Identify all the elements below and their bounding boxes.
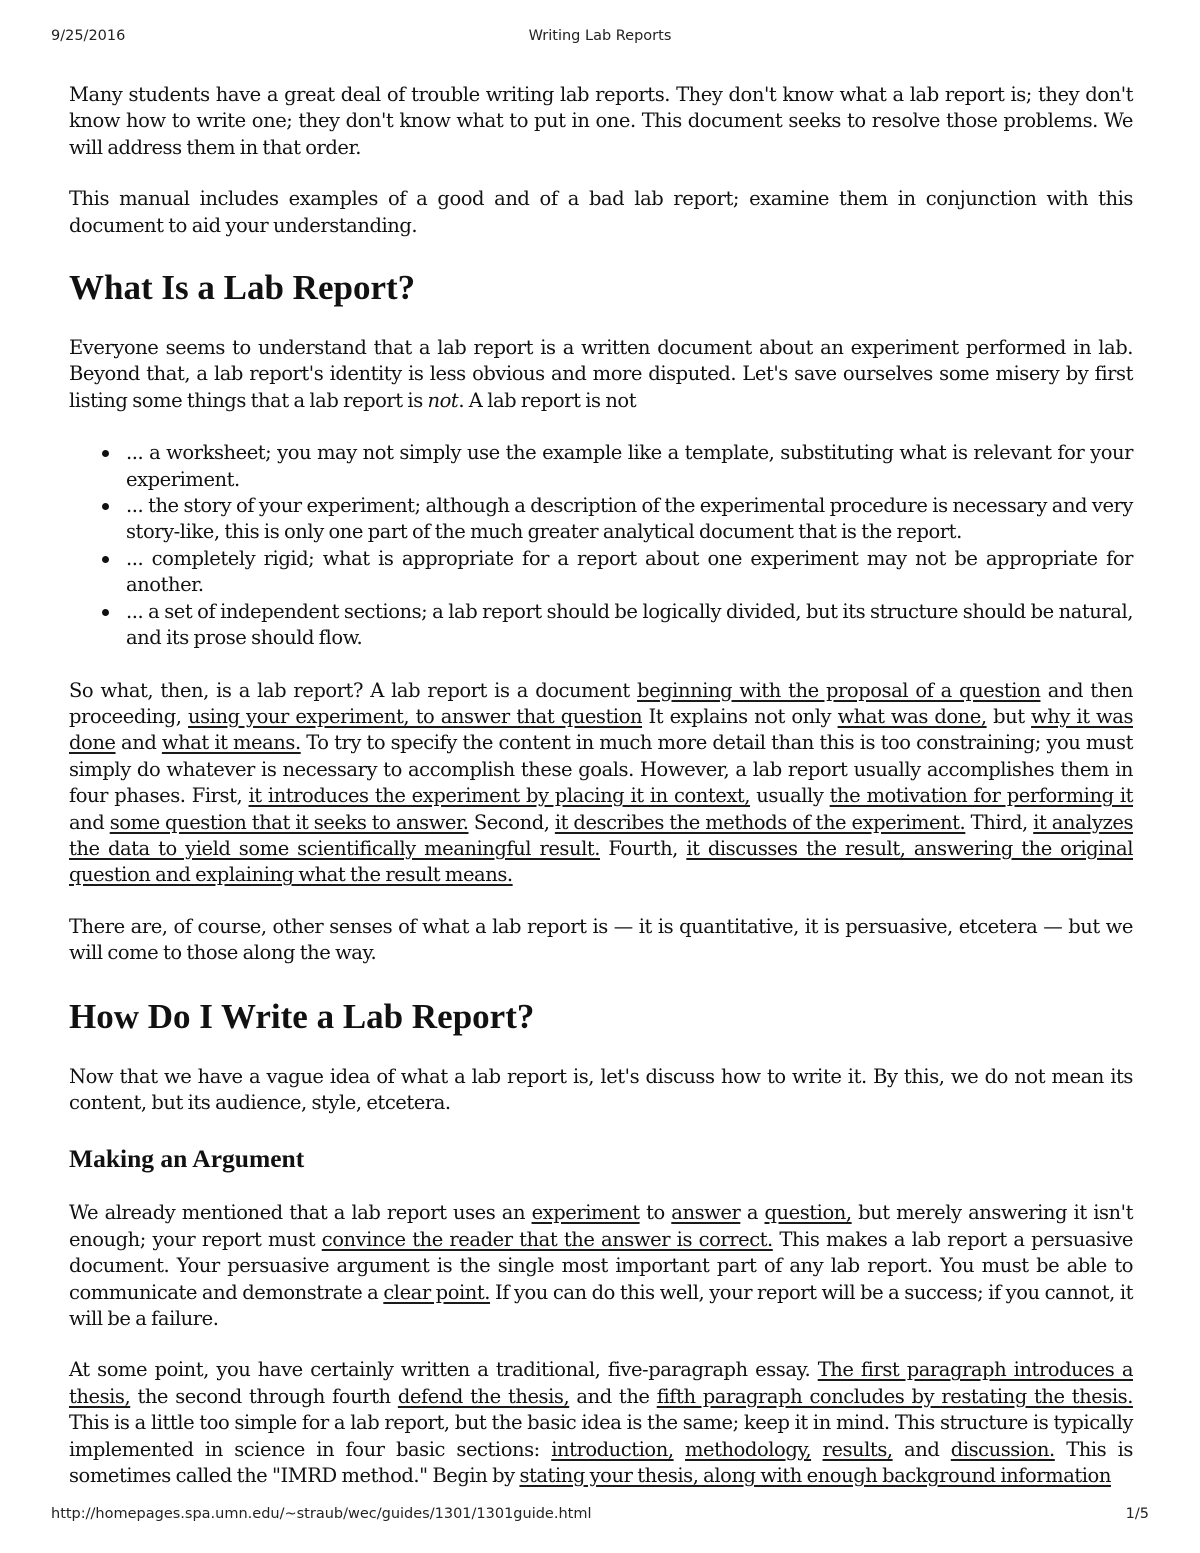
text-run: It explains not only [642,704,838,728]
text-run: At some point, you have certainly written a traditional, five-paragraph essay. [69,1358,818,1382]
list-item [126,599,1133,652]
heading-how-to-write: How Do I Write a Lab Report? [69,996,535,1036]
underlined-phrase: The first paragraph introduces a thesis, [69,1358,1133,1408]
underlined-phrase: why it was done [69,704,1134,755]
text-run: but merely answering it isn't enough; your report must [69,1201,1133,1251]
text-run: So what, then, is a lab report? A lab report is a document [69,678,638,702]
text-run: This is a little too simple for a lab report, but the basic idea is the same; keep it in mind. This structure is typically implemented in science in four basic sections: [69,1411,1133,1461]
document-body [69,80,1133,1489]
underlined-phrase: discussion. [950,1437,1055,1461]
text-run: and then proceeding, [69,678,1133,728]
text-run: and [69,810,110,834]
text-run: To try to specify the content in much more detail than this is too constraining; you must simply do whatever is necessary to accomplish these goals. However, a lab report usually accomplishes them in four phases. First, [69,731,1133,808]
text-run: and [892,1437,951,1461]
text-run: a [740,1201,765,1225]
what-paragraph-2 [69,678,1133,889]
underlined-phrase: beginning with the proposal of a question [637,678,1041,702]
list-item-text: ... completely rigid; what is appropriate for a report about one experiment may not be appropriate for another. [126,546,1133,597]
underlined-phrase: question, [764,1201,852,1225]
argument-paragraph-2 [69,1357,1133,1489]
underlined-phrase: the motivation for performing it [829,784,1134,808]
intro-paragraph-1: Many students have a great deal of trouble writing lab reports. They don't know what a lab report is; they don't know how to write one; they don't know what to put in one. This document seeks to resolve those problems. We will address them in that order. [69,83,1133,159]
page-url: http://homepages.spa.umn.edu/~straub/wec/guides/1301/1301guide.html [51,1506,592,1522]
list-item [126,493,1133,546]
list-item-text: ... a set of independent sections; a lab report should be logically divided, but its structure should be natural, and its prose should flow. [126,599,1133,650]
what-p1-text-b: . A lab report is not [458,388,637,412]
text-run: but [986,704,1032,728]
list-item-text: ... the story of your experiment; although a description of the experimental procedure is necessary and very story-like, this is only one part of the much greater analytical document that is the report. [126,494,1133,544]
underlined-phrase: answer [671,1201,741,1225]
underlined-phrase: introduction, [551,1437,674,1461]
print-date: 9/25/2016 [51,28,126,44]
heading-what-is-lab-report: What Is a Lab Report? [69,268,416,308]
text-run: This makes a lab report a persuasive document. Your persuasive argument is the single most important part of any lab report. You must be able to communicate and demonstrate a [69,1227,1133,1304]
underlined-phrase: it introduces the experiment by placing it in context, [248,784,751,808]
text-run: Fourth, [600,836,687,860]
underlined-phrase: fifth paragraph concludes by restating the thesis. [656,1384,1133,1408]
print-footer [51,1506,1149,1528]
underlined-phrase: convince the reader that the answer is correct. [321,1227,773,1251]
bullet-icon [102,450,109,457]
not-list [69,440,1133,651]
text-run: usually [750,784,830,808]
underlined-phrase: clear point. [383,1280,491,1304]
text-run: and the [569,1384,657,1408]
text-run: Second, [468,810,555,834]
underlined-phrase: it discusses the result, answering the original question and explaining what the result means. [69,836,1134,887]
what-paragraph-3: There are, of course, other senses of what a lab report is — it is quantitative, it is persuasive, etcetera — but we will come to those along the way. [69,914,1133,965]
print-header [51,28,1149,50]
underlined-phrase: it describes the methods of the experiment. [554,810,966,834]
bullet-icon [102,556,109,563]
text-run [674,1438,685,1461]
underlined-phrase: it analyzes the data to yield some scientifically meaningful result. [69,810,1133,860]
page-number: 1/5 [1125,1506,1149,1522]
list-item [126,546,1133,599]
text-run: If you can do this well, your report will be a success; if you cannot, it will be a failure. [69,1280,1133,1330]
how-paragraph-1: Now that we have a vague idea of what a lab report is, let's discuss how to write it. By this, we do not mean its content, but its audience, style, etcetera. [69,1064,1133,1114]
intro-paragraph-2: This manual includes examples of a good and of a bad lab report; examine them in conjunction with this document to aid your understanding. [69,187,1133,237]
argument-paragraph-1 [69,1200,1133,1332]
underlined-phrase: methodology, [685,1437,812,1461]
underlined-phrase: what was done, [837,704,987,728]
underlined-phrase: results, [822,1437,893,1461]
underlined-phrase: using your experiment, to answer that question [188,704,643,728]
text-run: the second through fourth [130,1384,398,1408]
underlined-phrase: experiment [531,1201,640,1225]
bullet-icon [102,609,109,616]
underlined-phrase: some question that it seeks to answer. [109,810,469,834]
list-item-text: ... a worksheet; you may not simply use the example like a template, substituting what is relevant for your experiment. [126,441,1133,491]
underlined-phrase: stating your thesis, along with enough background information [519,1464,1111,1488]
what-p1-text-a: Everyone seems to understand that a lab report is a written document about an experiment performed in lab. Beyond that, a lab report's identity is less obvious and more disputed. Let's save ourselves some misery by first listing some things that a lab report is [69,336,1133,412]
text-run: Third, [965,810,1034,834]
text-run: to [639,1201,672,1225]
text-run: This is sometimes called the "IMRD method." Begin by [69,1437,1133,1488]
text-run: and [115,731,162,755]
underlined-phrase: defend the thesis, [397,1384,570,1408]
bullet-icon [102,503,109,510]
underlined-phrase: what it means. [161,731,301,755]
text-run [811,1438,822,1461]
what-paragraph-1 [69,335,1133,414]
list-item [126,440,1133,493]
print-title: Writing Lab Reports [528,28,672,44]
text-run: We already mentioned that a lab report uses an [69,1201,532,1225]
subheading-making-argument: Making an Argument [69,1144,305,1174]
what-p1-emphasis: not [427,388,459,412]
